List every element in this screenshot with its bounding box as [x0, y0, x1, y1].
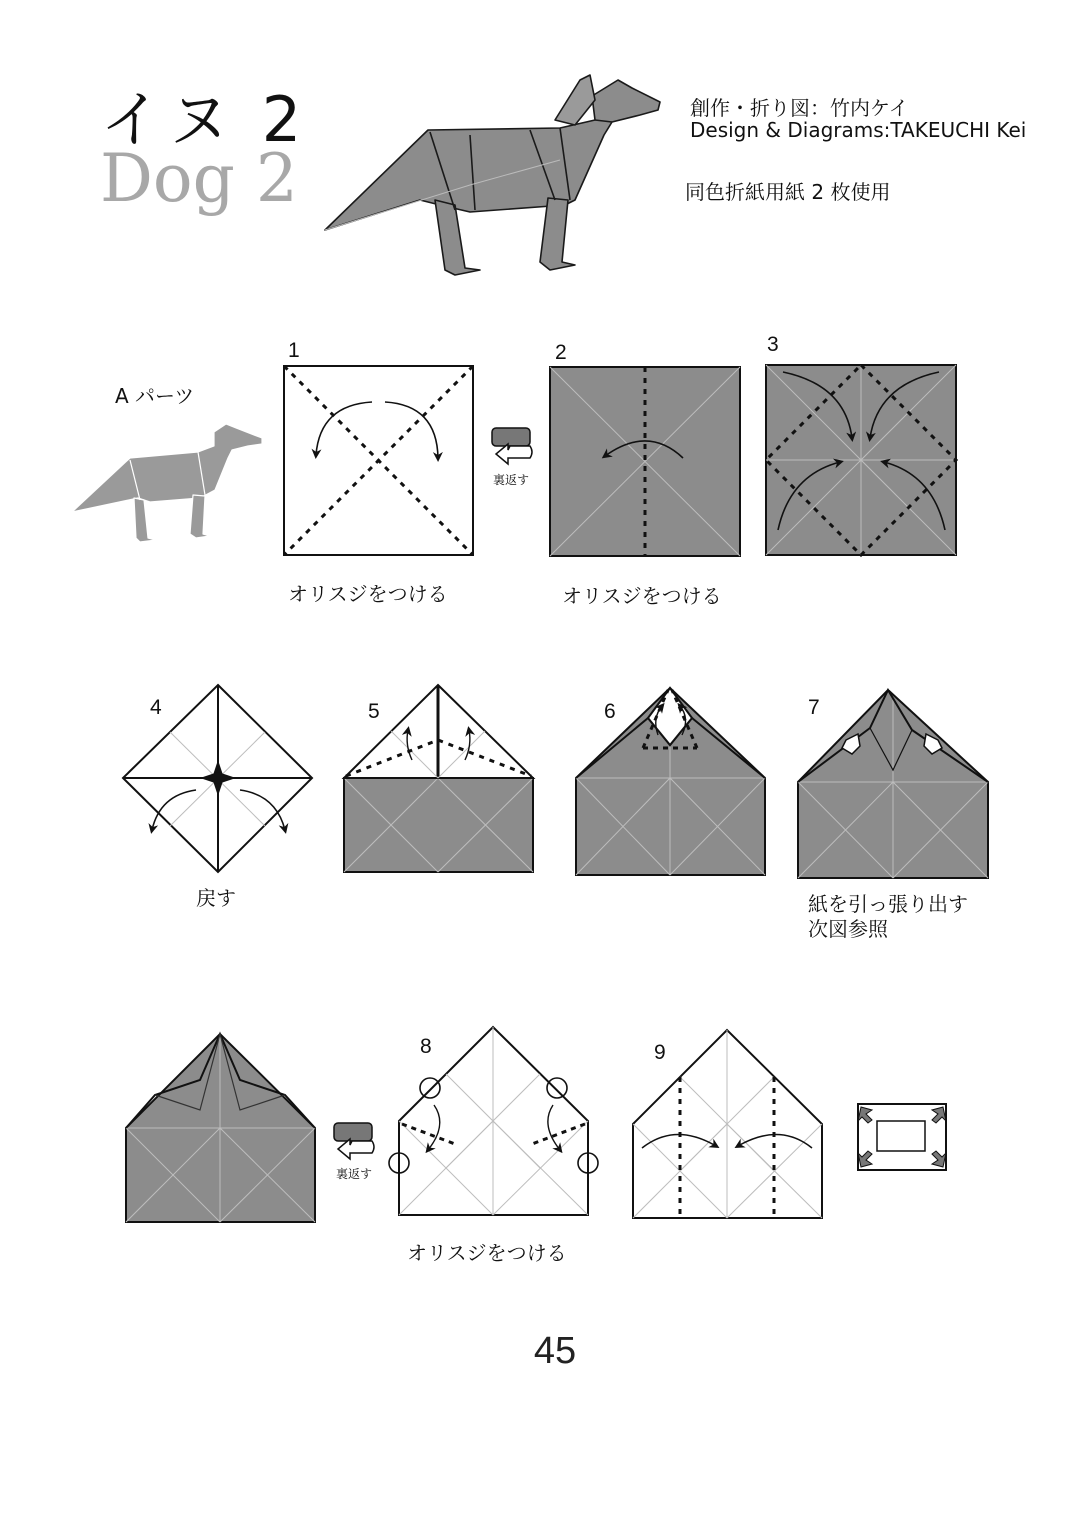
step-2-number: 2: [555, 341, 567, 364]
credit-japanese: 創作・折り図：竹内ケイ: [690, 96, 909, 120]
title-japanese: イヌ 2: [100, 83, 308, 156]
step-9-number: 9: [654, 1041, 666, 1064]
step-7-diagram: [798, 690, 988, 878]
step-8-caption: オリスジをつける: [407, 1241, 567, 1265]
part-label: A パーツ: [115, 384, 195, 408]
step-5-diagram: [344, 685, 533, 872]
step-5-number: 5: [368, 700, 380, 723]
step-4-diagram: [123, 685, 312, 872]
step-6-diagram: [576, 688, 765, 875]
step-7-caption-line2: 次図参照: [808, 917, 888, 941]
paper-note: 同色折紙用紙 2 枚使用: [685, 180, 891, 204]
step-9-diagram: [633, 1030, 822, 1218]
turn-over-label-2: 裏返す: [336, 1167, 373, 1181]
step-7-caption-line1: 紙を引っ張り出す: [808, 892, 968, 916]
turn-over-icon: [492, 428, 532, 464]
step-4-number: 4: [150, 696, 162, 719]
step-7-number: 7: [808, 696, 820, 719]
dog-illustration-main: [325, 75, 660, 275]
step-3-number: 3: [767, 333, 779, 356]
step-1-diagram: [284, 366, 473, 555]
step-1-number: 1: [288, 339, 300, 362]
step-7-result-diagram: [126, 1034, 315, 1222]
step-6-number: 6: [604, 700, 616, 723]
credit-english: Design & Diagrams:TAKEUCHI Kei: [690, 118, 1027, 142]
page-number: 45: [533, 1330, 577, 1372]
title-english: Dog 2: [100, 140, 298, 217]
turn-over-label-1: 裏返す: [493, 473, 530, 487]
step-2-caption: オリスジをつける: [562, 584, 722, 608]
turn-over-icon: [334, 1123, 374, 1159]
enlarge-icon: [858, 1104, 946, 1170]
step-2-diagram: [550, 367, 740, 556]
step-8-number: 8: [420, 1035, 432, 1058]
step-3-diagram: [766, 365, 956, 555]
dog-illustration-part-a: [72, 424, 262, 542]
step-8-diagram: [389, 1027, 598, 1215]
step-4-caption: 戻す: [196, 886, 236, 910]
step-1-caption: オリスジをつける: [288, 582, 448, 606]
